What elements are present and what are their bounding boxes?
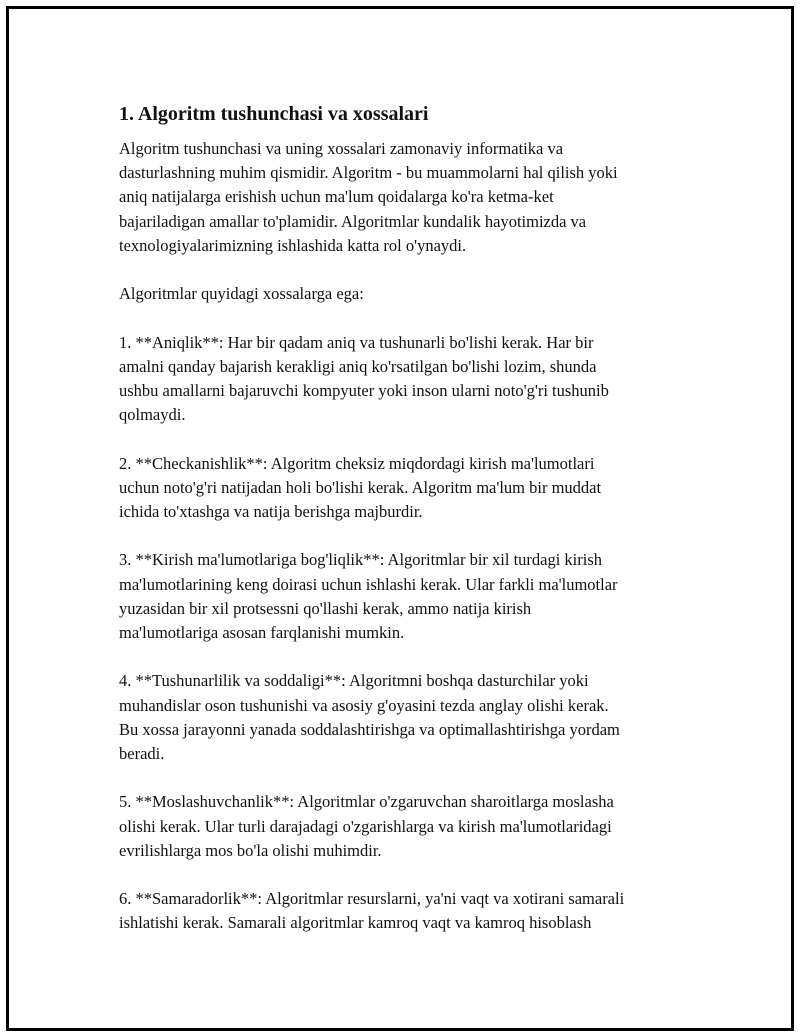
text-line: 4. **Tushunarlilik va soddaligi**: Algoritmni boshqa dasturchilar yoki [119,671,589,691]
text-line: dasturlashning muhim qismidir. Algoritm - bu muammolarni hal qilish yoki [119,163,618,183]
text-line: olishi kerak. Ular turli darajadagi o'zgarishlarga va kirish ma'lumotlaridagi [119,816,612,836]
text-line: muhandislar oson tushunishi va asosiy g'oyasini tezda anglay olishi kerak. [119,695,609,715]
text-line: Algoritmlar quyidagi xossalarga ega: [119,284,364,304]
text-line: amalni qanday bajarish kerakligi aniq ko'rsatilgan bo'lishi lozim, shunda [119,356,597,376]
text-line: uchun noto'g'ri natijadan holi bo'lishi kerak. Algoritm ma'lum bir muddat [119,477,602,497]
intro-paragraph [119,137,699,258]
text-line: 2. **Checkanishlik**: Algoritm cheksiz miqdordagi kirish ma'lumotlari [119,453,595,473]
text-line: ma'lumotlarining keng doirasi uchun ishlashi kerak. Ular farkli ma'lumotlar [119,574,618,594]
text-line: beradi. [119,744,165,763]
text-line: aniq natijalarga erishish uchun ma'lum qoidalarga ko'ra ketma-ket [119,187,554,207]
property-item-6 [119,887,699,935]
text-line: yuzasidan bir xil protsessni qo'llashi kerak, ammo natija kirish [119,598,532,618]
property-item-1 [119,331,699,428]
properties-intro-paragraph [119,282,699,306]
property-item-2 [119,452,699,525]
text-line: 5. **Moslashuvchanlik**: Algoritmlar o'zgaruvchan sharoitlarga moslasha [119,792,614,812]
text-line: Bu xossa jarayonni yanada soddalashtirishga va optimallashtirishga yordam [119,719,620,739]
text-line: ishlatishi kerak. Samarali algoritmlar kamroq vaqt va kamroq hisoblash [119,913,592,933]
text-line: ushbu amallarni bajaruvchi kompyuter yoki inson ularni noto'g'ri tushunib [119,381,609,400]
text-line: 1. **Aniqlik**: Har bir qadam aniq va tushunarli bo'lishi kerak. Har bir [119,332,594,352]
property-item-4 [119,669,699,766]
text-line: 3. **Kirish ma'lumotlariga bog'liqlik**: Algoritmlar bir xil turdagi kirish [119,550,603,570]
text-line: bajariladigan amallar to'plamidir. Algoritmlar kundalik hayotimizda va [119,211,587,231]
property-item-5 [119,790,699,863]
text-line: texnologiyalarimizning ishlashida katta rol o'ynaydi. [119,235,467,255]
text-line: ichida to'xtashga va natija berishga majburdir. [119,502,423,521]
text-line: 6. **Samaradorlik**: Algoritmlar resurslarni, ya'ni vaqt va xotirani samarali [119,889,625,909]
text-line: evrilishlarga mos bo'la olishi muhimdir. [119,840,382,860]
document-body [119,101,699,960]
text-line: qolmaydi. [119,405,186,425]
text-line: Algoritm tushunchasi va uning xossalari zamonaviy informatika va [119,139,564,158]
property-item-3 [119,548,699,645]
page-frame [6,6,794,1031]
text-line: ma'lumotlariga asosan farqlanishi mumkin. [119,623,405,642]
page-title: 1. Algoritm tushunchasi va xossalari [119,103,429,125]
